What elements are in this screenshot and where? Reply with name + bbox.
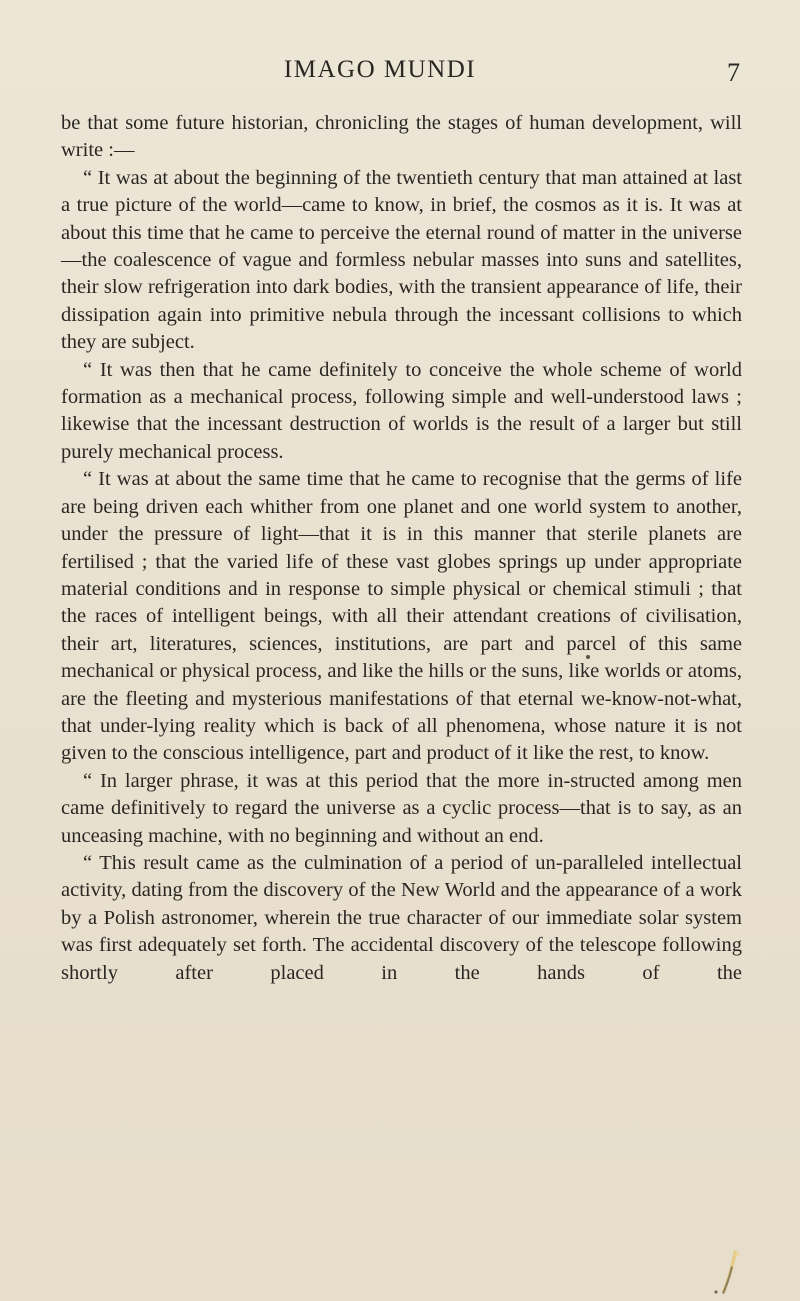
paragraph-continuation: be that some future historian, chronicling the stages of human development, will write :— — [61, 112, 742, 162]
paragraph-germs-of-life: “ It was at about the same time that he came to recognise that the germs of life are being driven each whither from one planet and one world system to another, under the pressure of light—that it is in this manner that sterile planets are fertilised ; that the varied life of these vast globes springs up under appropriate material conditions and in response to simple physical or chemical stimuli ; that the races of intelligent beings, with all their attendant creations of civilisation, their art, literatures, sciences, institutions, are part and parcel of this same mechanical or physical process, and like the hills or the suns, like worlds or atoms, are the fleeting and mysterious manifestations of that eternal we-know-not-what, that under-lying reality which is back of all phenomena, whose nature it is not given to the conscious intelligence, part and product of it like the rest, to know. — [61, 468, 742, 765]
ink-stain-mark — [708, 1248, 748, 1298]
paragraph-culmination: “ This result came as the culmination of a period of un-paralleled intellectual activity, dating from the discovery of the New World and the appearance of a work by a Polish astronomer, wherein the true character of our immediate solar system was first adequately set forth. The accidental discovery of the telescope following shortly after placed in the hands of the — [61, 851, 742, 984]
page-number: 7 — [727, 58, 740, 87]
paragraph-world-formation: “ It was then that he came definitely to conceive the whole scheme of world formation as a mechanical process, following simple and well-understood laws ; likewise that the incessant destruction of worlds is the result of a larger but still purely mechanical process. — [61, 358, 742, 463]
paragraph-cyclic-process: “ In larger phrase, it was at this period that the more in-structed among men came definitively to regard the universe as a cyclic process—that is to say, as an unceasing machine, with no beginning and without an end. — [61, 769, 742, 847]
paragraph-cosmos: “ It was at about the beginning of the twentieth century that man attained at last a true picture of the world—came to know, in brief, the cosmos as it is. It was at about this time that he came to perceive the eternal round of matter in the universe—the coalescence of vague and formless nebular masses into suns and satellites, their slow refrigeration into dark bodies, with the transient appearance of life, their dissipation again into primitive nebula through the incessant collisions to which they are subject. — [61, 166, 742, 354]
stray-dot-mark — [586, 655, 590, 659]
running-head — [0, 56, 800, 96]
body-text — [61, 110, 742, 987]
running-title: IMAGO MUNDI — [283, 56, 477, 83]
